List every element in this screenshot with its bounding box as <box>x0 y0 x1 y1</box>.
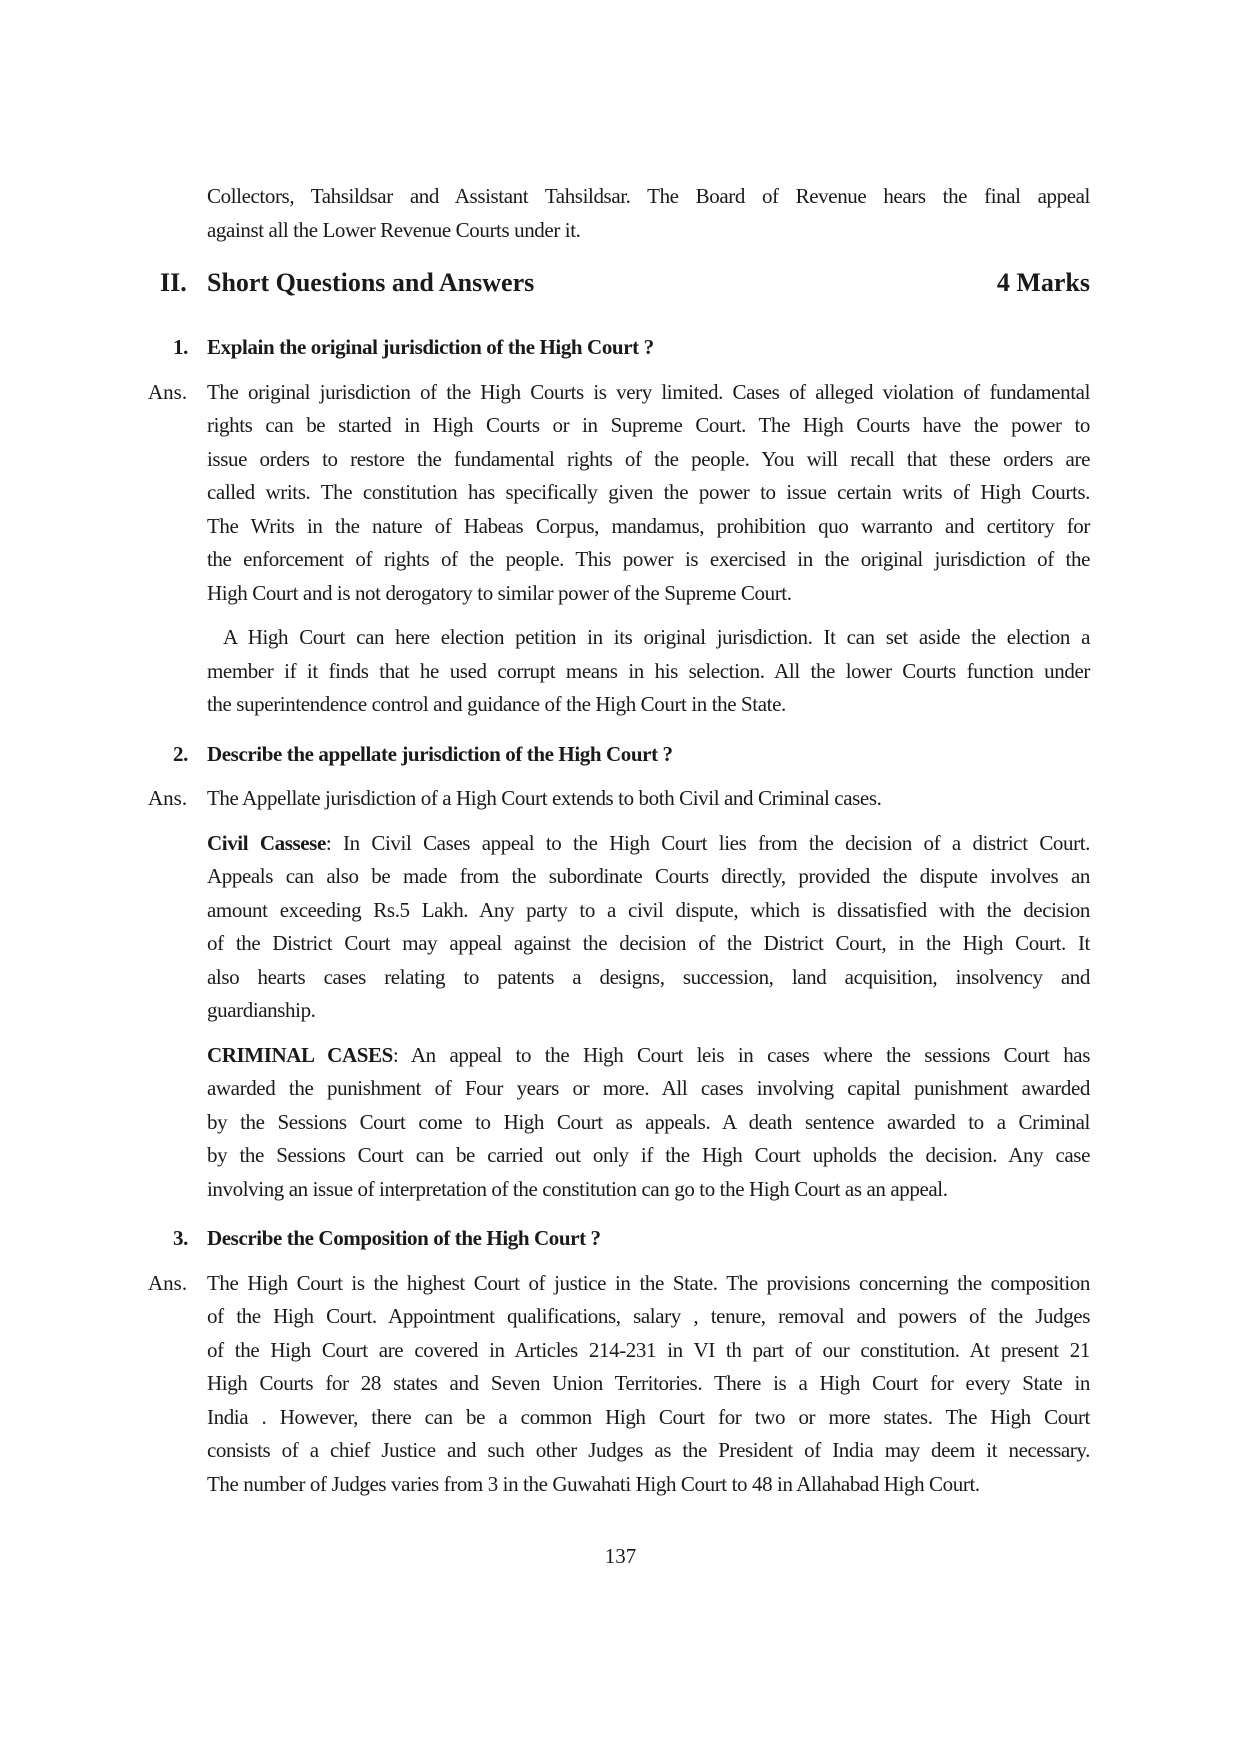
text-line <box>207 409 1090 443</box>
line-text: by the Sessions Court can be carried out only if the High Court upholds the decision. Any case <box>207 1143 1090 1167</box>
line-text: issue orders to restore the fundamental rights of the people. You will recall that these orders are <box>207 446 1090 471</box>
text-line <box>207 961 1090 995</box>
question-text: Describe the Composition of the High Court ? <box>207 1226 601 1250</box>
answer-paragraph <box>207 827 1090 1028</box>
text-line <box>207 1267 1090 1301</box>
text-line <box>207 510 1090 544</box>
text-line <box>207 894 1090 928</box>
line-text: High Courts for 28 states and Seven Union Territories. There is a High Court for every State in <box>207 1371 1090 1395</box>
text-line <box>207 1334 1090 1368</box>
text-line <box>207 376 1090 410</box>
line-text: rights can be started in High Courts or in Supreme Court. The High Courts have the power to <box>207 413 1090 437</box>
answer-paragraph <box>148 376 1090 611</box>
line-text: the superintendence control and guidance of the High Court in the State. <box>207 692 786 716</box>
line-text: India . However, there can be a common High Court for two or more states. The High Court <box>207 1404 1090 1429</box>
text-line <box>207 1039 1090 1073</box>
line-text: guardianship. <box>207 998 316 1022</box>
line-text: by the Sessions Court come to High Court as appeals. A death sentence awarded to a Criminal <box>207 1109 1090 1134</box>
line-text: : An appeal to the High Court leis in cases where the sessions Court has <box>392 1042 1090 1067</box>
question-text: Explain the original jurisdiction of the High Court ? <box>207 335 654 359</box>
section-title <box>160 263 534 303</box>
line-text: amount exceeding Rs.5 Lakh. Any party to a civil dispute, which is dissatisfied with the decision <box>207 897 1090 922</box>
section-marks: 4 Marks <box>996 268 1090 297</box>
text-line <box>207 860 1090 894</box>
text-line <box>207 476 1090 510</box>
line-text: called writs. The constitution has specifically given the power to issue certain writs of High Courts. <box>207 480 1090 504</box>
text-line <box>207 1173 1090 1207</box>
line-text: The number of Judges varies from 3 in the Guwahati High Court to 48 in Allahabad High Court. <box>207 1471 980 1496</box>
lead-in-label: Civil Cassese <box>207 830 326 855</box>
page-number: 137 <box>604 1544 637 1568</box>
text-line <box>207 782 1090 816</box>
line-text: : In Civil Cases appeal to the High Court lies from the decision of a district Court. <box>325 830 1091 855</box>
question-1 <box>173 331 1090 365</box>
text-line <box>207 1072 1090 1106</box>
lead-in-label: CRIMINAL CASES <box>207 1042 393 1067</box>
text-line <box>207 1401 1090 1435</box>
text-line <box>207 577 1090 611</box>
line-text: of the High Court are covered in Articles 214-231 in VI th part of our constitution. At present 21 <box>207 1337 1090 1362</box>
line-text: The High Court is the highest Court of justice in the State. The provisions concerning the composition <box>207 1270 1090 1295</box>
text-line <box>207 927 1090 961</box>
text-line <box>207 688 1090 722</box>
line-text: of the District Court may appeal against the decision of the District Court, in the High Court. It <box>207 931 1090 955</box>
question-3 <box>173 1222 1090 1256</box>
text-line <box>207 1300 1090 1334</box>
line-text: The Writs in the nature of Habeas Corpus, mandamus, prohibition quo warranto and certitory for <box>207 513 1090 538</box>
line-text: The Appellate jurisdiction of a High Court extends to both Civil and Criminal cases. <box>207 786 882 810</box>
line-text: the enforcement of rights of the people. This power is exercised in the original jurisdiction of the <box>207 547 1090 571</box>
intro-paragraph <box>207 180 1090 247</box>
question-number: 1. <box>173 335 188 359</box>
text-line <box>207 543 1090 577</box>
text-line <box>207 443 1090 477</box>
question-2 <box>173 738 1090 772</box>
text-line <box>207 1106 1090 1140</box>
ans-label: Ans. <box>148 379 188 404</box>
section-number: II. <box>160 268 187 297</box>
line-text: consists of a chief Justice and such other Judges as the President of India may deem it necessary. <box>207 1438 1090 1462</box>
text-line <box>207 1367 1090 1401</box>
line-text: High Court and is not derogatory to similar power of the Supreme Court. <box>207 580 792 605</box>
line-text: awarded the punishment of Four years or more. All cases involving capital punishment awarded <box>207 1076 1090 1100</box>
answer-paragraph <box>207 621 1090 722</box>
ans-label: Ans. <box>148 786 188 810</box>
text-line <box>207 827 1090 861</box>
answer-paragraph <box>148 1267 1090 1502</box>
line-text: member if it finds that he used corrupt means in his selection. All the lower Courts function under <box>207 658 1090 683</box>
line-text: of the High Court. Appointment qualifications, salary , tenure, removal and powers of the Judges <box>207 1304 1090 1328</box>
ans-label: Ans. <box>148 1270 188 1295</box>
line-text: against all the Lower Revenue Courts under it. <box>207 217 581 242</box>
text-line <box>207 1434 1090 1468</box>
line-text: A High Court can here election petition in its original jurisdiction. It can set aside the election a <box>223 625 1090 649</box>
answer-paragraph <box>148 782 1090 816</box>
text-line <box>207 1468 1090 1502</box>
line-text: also hearts cases relating to patents a designs, succession, land acquisition, insolvency and <box>207 964 1090 989</box>
line-text: Collectors, Tahsildsar and Assistant Tahsildsar. The Board of Revenue hears the final appeal <box>207 184 1090 208</box>
section-title-text: Short Questions and Answers <box>207 268 535 297</box>
question-number: 3. <box>173 1226 188 1250</box>
text-line <box>207 214 1090 248</box>
question-number: 2. <box>173 741 188 766</box>
text-line <box>207 1139 1090 1173</box>
text-line <box>207 180 1090 214</box>
section-heading <box>160 263 1090 303</box>
line-text: Appeals can also be made from the subordinate Courts directly, provided the dispute involves an <box>207 864 1090 888</box>
line-text: involving an issue of interpretation of the constitution can go to the High Court as an appeal. <box>207 1176 948 1201</box>
question-text: Describe the appellate jurisdiction of the High Court ? <box>207 741 673 766</box>
document-page <box>0 180 1241 1501</box>
text-line <box>207 994 1090 1028</box>
text-line <box>207 655 1090 689</box>
answer-paragraph <box>207 1039 1090 1207</box>
text-line <box>207 621 1090 655</box>
line-text: The original jurisdiction of the High Courts is very limited. Cases of alleged violation of fundamental <box>207 379 1090 404</box>
